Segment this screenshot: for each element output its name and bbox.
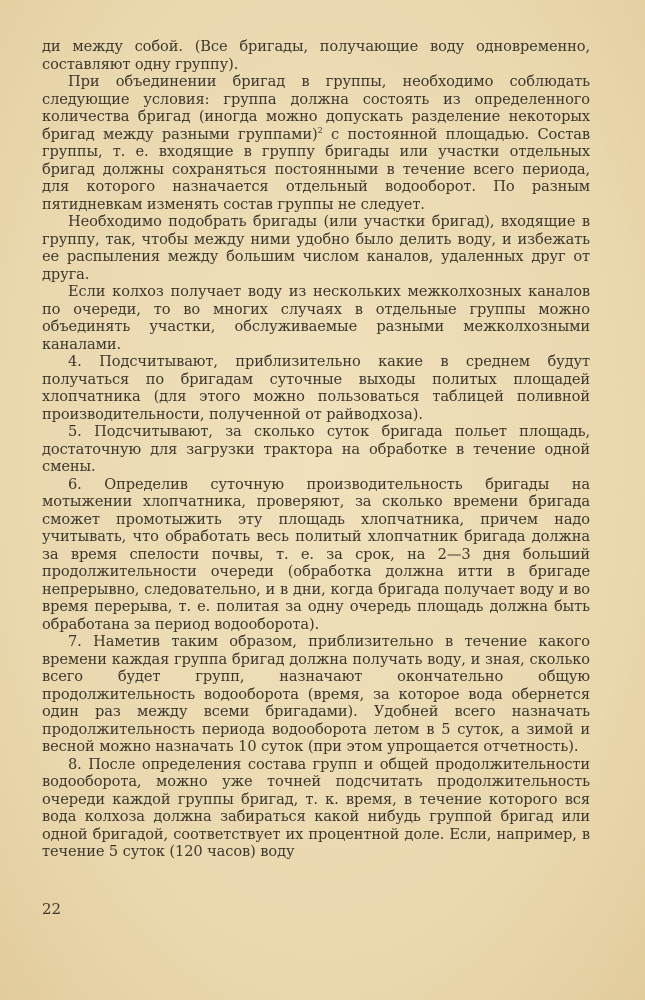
- paragraph-multiple-canals: Если колхоз получает воду из нескольких межколхозных каналов по очереди, то во многих случаях в отдельные группы можно объединять участки, обслуживаемые разными межколхозными каналами.: [42, 283, 590, 353]
- paragraph-select-brigades: Необходимо подобрать бригады (или участки бригад), входящие в группу, так, чтобы между ними удобно было делить воду, и избежать ее распыления между большим числом каналов, удаленных друг от друга.: [42, 213, 590, 283]
- paragraph-item-7: 7. Наметив таким образом, приблизительно в течение какого времени каждая группа бригад должна получать воду, и зная, сколько всего будет групп, назначают окончательно общую продолжительность водооборота (время, за которое вода обернется один раз между всеми бригадами). Удобней всего назначать продолжительность периода водооборота летом в 5 суток, а зимой и весной можно назначать 10 суток (при этом упрощается отчетность).: [42, 633, 590, 755]
- footnote-mark: 2: [317, 125, 323, 135]
- page-number: 22: [42, 900, 62, 918]
- paragraph-group-conditions: [42, 73, 590, 213]
- paragraph-item-8: 8. После определения состава групп и общей продолжительности водооборота, можно уже точней подсчитать продолжительность очереди каждой группы бригад, т. к. время, в течение которого вся вода колхоза должна забираться какой нибудь группой бригад или одной бригадой, соответствует их процентной доле. Если, например, в течение 5 суток (120 часов) воду: [42, 755, 590, 860]
- paragraph-group-conditions-part1: При объединении бригад в группы, необходимо соблюдать следующие условия: группа должна состоять из определенного количества бригад (иногда можно допускать разделение некоторых бригад между разными группами): [42, 73, 590, 143]
- paragraph-item-4: 4. Подсчитывают, приблизительно какие в среднем будут получаться по бригадам суточные выходы политых площадей хлопчатника (для этого можно пользоваться таблицей поливной производительности, полученной от райводхоза).: [42, 353, 590, 423]
- paragraph-continuation: ди между собой. (Все бригады, получающие воду одновременно, составляют одну группу).: [42, 38, 590, 73]
- page-text: [42, 38, 590, 861]
- paragraph-group-conditions-part2: с постоянной площадью. Состав группы, т. е. входящие в группу бригады или участки отдельных бригад должны сохраняться постоянными в течение всего периода, для которого назначается отдельный водооборот. По разным пятидневкам изменять состав группы не следует.: [42, 125, 591, 213]
- paragraph-item-5: 5. Подсчитывают, за сколько суток бригада польет площадь, достаточную для загрузки трактора на обработке в течение одной смены.: [42, 423, 590, 475]
- paragraph-item-6: 6. Определив суточную производительность бригады на мотыжении хлопчатника, проверяют, за сколько времени бригада сможет промотыжить эту площадь хлопчатника, причем надо учитывать, что обработать весь политый хлопчатник бригада должна за время спелости почвы, т. е. за срок, на 2—3 дня больший продолжительности очереди (обработка должна итти в бригаде непрерывно, следовательно, и в дни, когда бригада получает воду и во время перерыва, т. е. политая за одну очередь площадь должна быть обработана за период водооборота).: [42, 475, 590, 633]
